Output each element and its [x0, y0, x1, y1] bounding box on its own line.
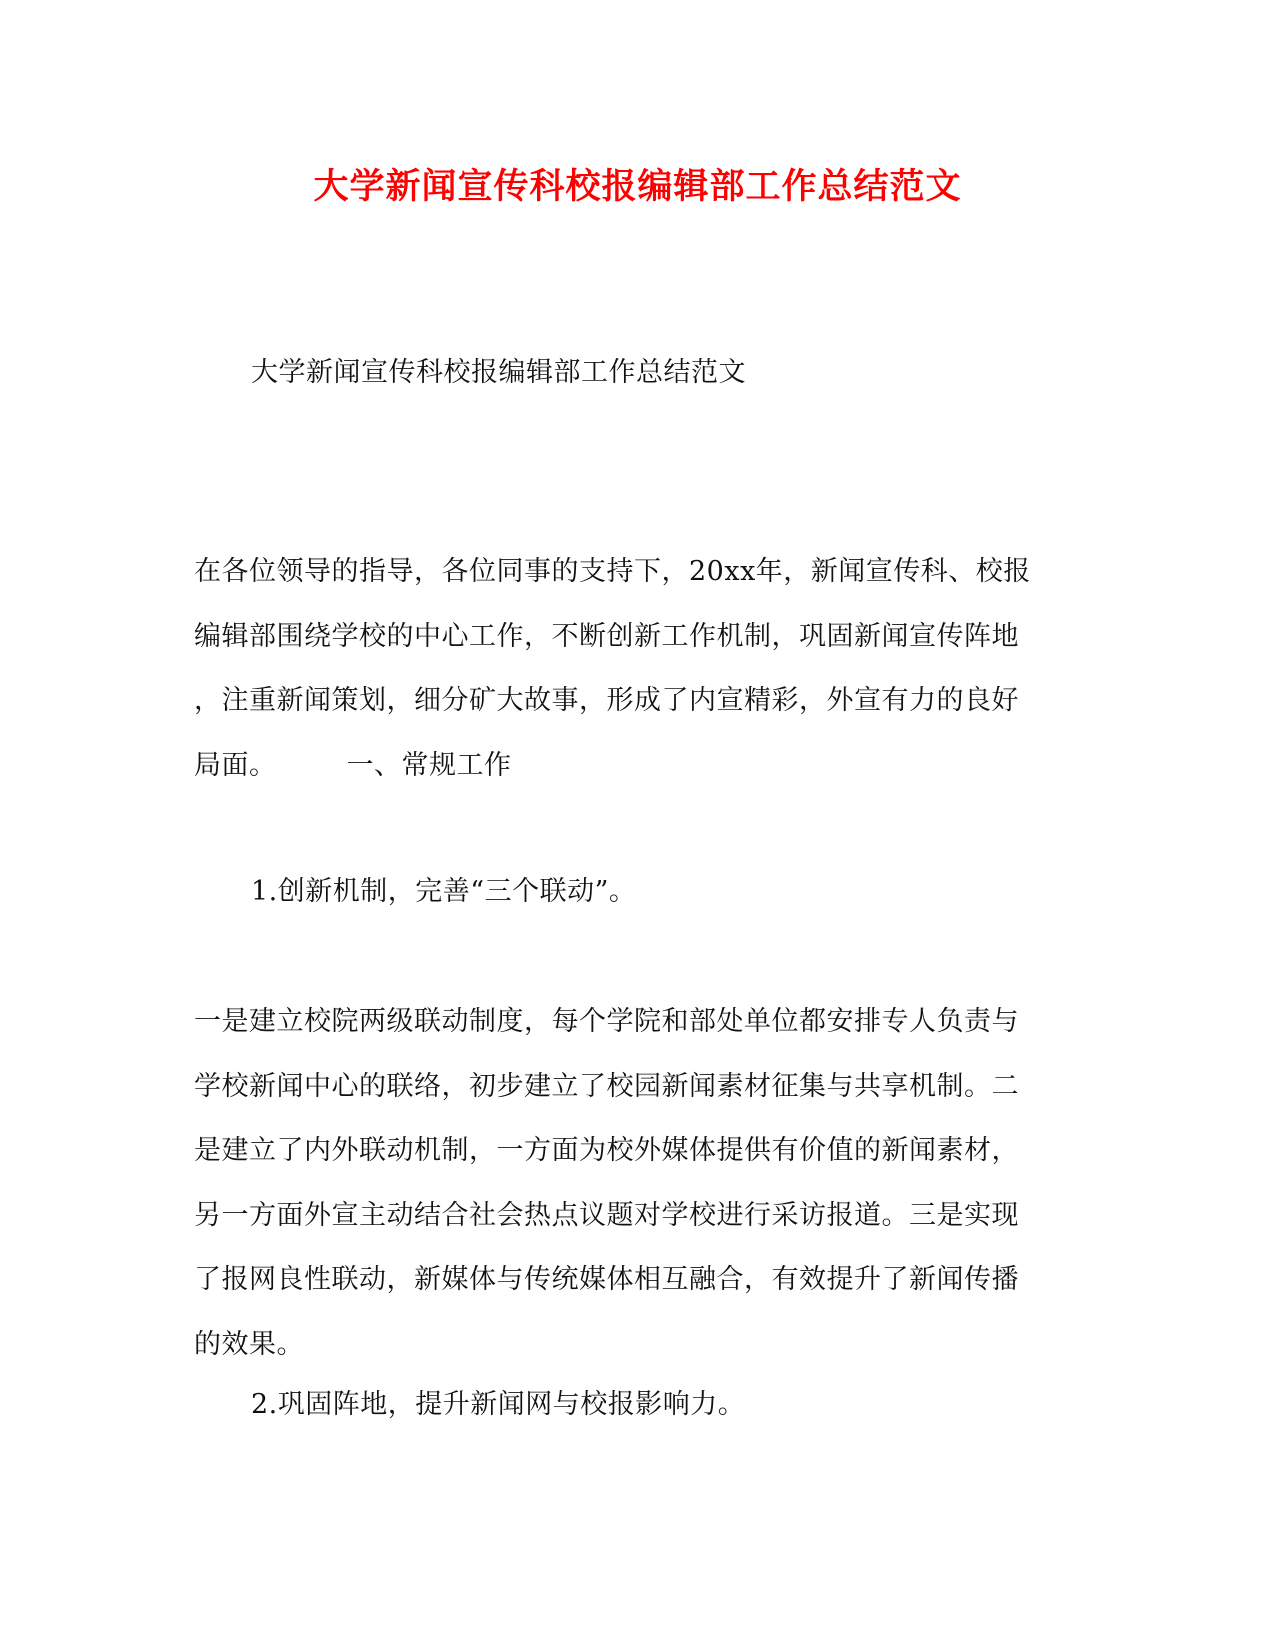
- paragraph-line: 编辑部围绕学校的中心工作，不断创新工作机制，巩固新闻宣传阵地: [194, 620, 1019, 652]
- body-paragraph: [194, 990, 1074, 1377]
- subtitle-text: 大学新闻宣传科校报编辑部工作总结范文: [251, 357, 746, 388]
- paragraph-line: 在各位领导的指导，各位同事的支持下，20xx年，新闻宣传科、校报: [194, 556, 1031, 587]
- list-item-2: [251, 1373, 1131, 1438]
- paragraph-line-last: [194, 734, 1074, 799]
- paragraph-line: 是建立了内外联动机制，一方面为校外媒体提供有价值的新闻素材，: [194, 1135, 1019, 1166]
- list-item-text: 2.巩固阵地，提升新闻网与校报影响力。: [251, 1389, 746, 1420]
- paragraph-line: 学校新闻中心的联络，初步建立了校园新闻素材征集与共享机制。二: [194, 1070, 1019, 1102]
- intro-paragraph: [194, 540, 1074, 798]
- paragraph-line: 了报网良性联动，新媒体与传统媒体相互融合，有效提升了新闻传播: [194, 1264, 1019, 1295]
- document-title: 大学新闻宣传科校报编辑部工作总结范文: [313, 166, 962, 207]
- list-item-text: 1.创新机制，完善“三个联动”。: [251, 876, 637, 907]
- section-heading: 一、常规工作: [346, 749, 512, 781]
- paragraph-line: 一是建立校院两级联动制度，每个学院和部处单位都安排专人负责与: [194, 1006, 1019, 1037]
- paragraph-line: 另一方面外宣主动结合社会热点议题对学校进行采访报道。三是实现: [194, 1199, 1019, 1231]
- paragraph-ending: 局面。: [194, 749, 277, 781]
- paragraph-line: 的效果。: [194, 1328, 304, 1360]
- document-subtitle: [251, 341, 1131, 406]
- list-item-1: [251, 860, 1131, 925]
- paragraph-line: ，注重新闻策划，细分矿大故事，形成了内宣精彩，外宣有力的良好: [194, 685, 1019, 716]
